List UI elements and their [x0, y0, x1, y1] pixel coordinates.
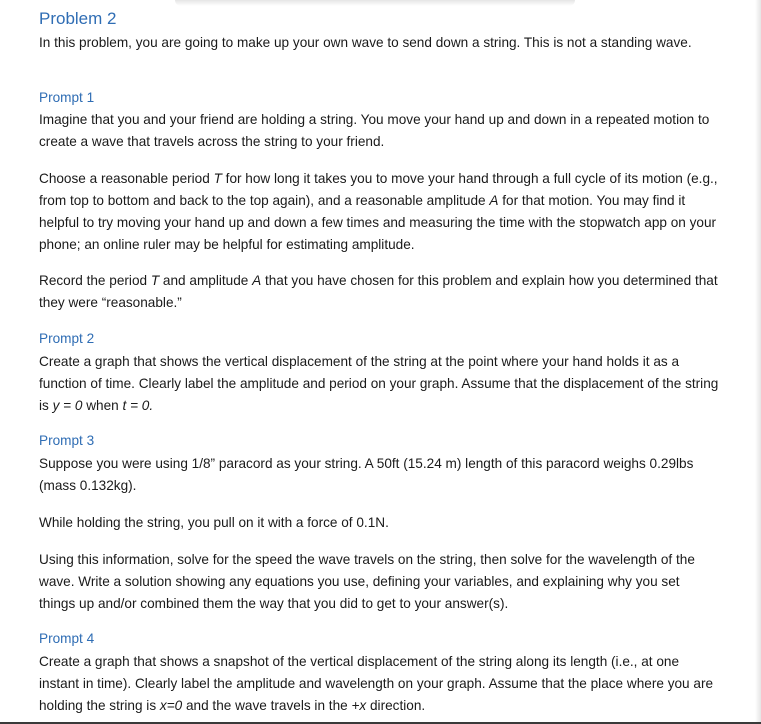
amplitude-symbol: A	[252, 273, 262, 288]
prompt2-heading: Prompt 2	[39, 331, 95, 346]
text: when	[82, 398, 123, 413]
text: for that motion. You may find it helpful to try moving your hand up and down a few times and measuring the time with the stopwatch app on your phone; an online ruler may be helpful for estimating amplitude.	[39, 193, 717, 252]
prompt1-heading: Prompt 1	[39, 90, 95, 105]
prompt3-heading: Prompt 3	[39, 433, 95, 448]
prompt1-paragraph-1: Imagine that you and your friend are holding a string. You move your hand up and down in a repeated motion to create a wave that travels across the string to your friend.	[39, 112, 710, 149]
equation-t: t = 0.	[122, 398, 154, 413]
text: for how long it takes you to move your hand through a full cycle of its motion (e.g., from top to bottom and back to the top again), and a reasonable amplitude	[39, 171, 718, 208]
prompt1-paragraph-2	[39, 168, 719, 256]
text: Choose a reasonable period	[39, 171, 214, 186]
prompt3-paragraph-2: While holding the string, you pull on it with a force of 0.1N.	[39, 515, 389, 530]
text: direction.	[366, 698, 426, 713]
equation-y: y = 0	[52, 398, 83, 413]
text: Record the period	[39, 273, 151, 288]
top-shadow	[175, 0, 575, 6]
direction-x: +x	[351, 698, 367, 713]
text: and the wave travels in the	[182, 698, 352, 713]
text: Create a graph that shows a snapshot of the vertical displacement of the string along its length (i.e., at one instant in time). Clearly label the amplitude and wavelength on your graph. Assume that the place where you are holding the string is	[39, 654, 714, 713]
text: Create a graph that shows the vertical displacement of the string at the point where your hand holds it as a function of time. Clearly label the amplitude and period on your graph. Assume that the displacement of the string is	[39, 354, 719, 413]
prompt1-paragraph-3	[39, 270, 719, 314]
period-symbol: T	[213, 171, 222, 186]
intro-paragraph: In this problem, you are going to make up your own wave to send down a string. This is not a standing wave.	[39, 35, 692, 50]
period-symbol: T	[150, 273, 160, 288]
prompt3-paragraph-1: Suppose you were using 1/8” paracord as your string. A 50ft (15.24 m) length of this paracord weighs 0.29lbs (mass 0.132kg).	[39, 456, 694, 493]
prompt3-paragraph-3: Using this information, solve for the speed the wave travels on the string, then solve for the wavelength of the wave. Write a solution showing any equations you use, defining your variables, and explaining why you set things up and/or combined them the way that you did to get to your answer(s).	[39, 552, 695, 611]
prompt4-paragraph-1	[39, 651, 719, 717]
document-title: Problem 2	[39, 9, 117, 28]
text: that you have chosen for this problem and explain how you determined that they were “reasonable.”	[39, 273, 718, 310]
prompt4-heading: Prompt 4	[39, 631, 95, 646]
equation-x: x=0	[159, 698, 183, 713]
prompt2-paragraph-1	[39, 351, 719, 417]
amplitude-symbol: A	[489, 193, 499, 208]
text: and amplitude	[159, 273, 253, 288]
right-edge-shadow	[755, 0, 761, 724]
